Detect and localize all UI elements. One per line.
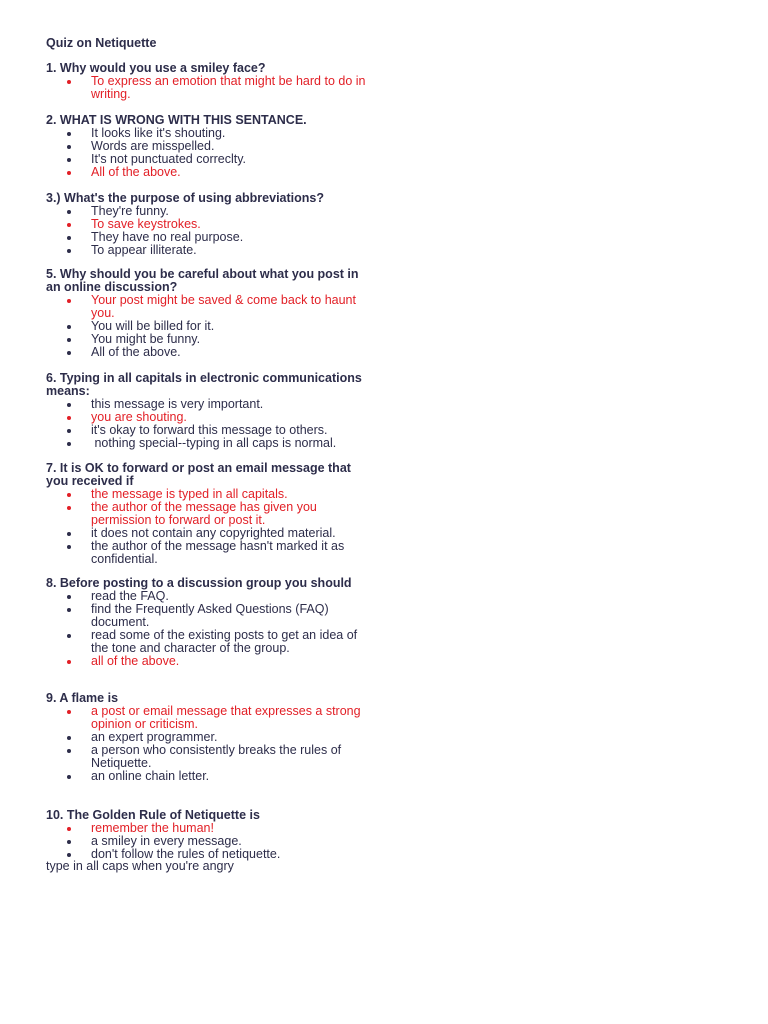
option-text: Words are misspelled.	[91, 139, 215, 153]
bullet-icon	[67, 236, 71, 240]
bullet-icon	[67, 634, 71, 638]
bullet-icon	[67, 545, 71, 549]
option-text: all of the above.	[91, 654, 180, 668]
question-text: 2. WHAT IS WRONG WITH THIS SENTANCE.	[46, 113, 307, 127]
question-text: 5. Why should you be careful about what you post in an online discussion?	[46, 267, 359, 294]
option-text: You will be billed for it.	[91, 319, 215, 333]
option-text: To express an emotion that might be hard to do in writing.	[91, 74, 366, 101]
bullet-icon	[67, 749, 71, 753]
bullet-icon	[67, 429, 71, 433]
options-list	[46, 75, 376, 101]
option-text: They're funny.	[91, 204, 169, 218]
bullet-icon	[67, 608, 71, 612]
question-text: 8. Before posting to a discussion group you should	[46, 576, 352, 590]
question-2	[46, 114, 376, 179]
option-text: it does not contain any copyrighted material.	[91, 526, 336, 540]
option-text: You might be funny.	[91, 332, 201, 346]
bullet-icon	[67, 132, 71, 136]
option-text: All of the above.	[91, 345, 181, 359]
bullet-icon	[67, 827, 71, 831]
option-text: They have no real purpose.	[91, 230, 244, 244]
option-text: a person who consistently breaks the rules of Netiquette.	[91, 743, 342, 770]
bullet-icon	[67, 710, 71, 714]
options-list	[46, 205, 376, 257]
options-list	[46, 705, 376, 783]
options-list	[46, 398, 376, 450]
option-text: the author of the message hasn't marked it as confidential.	[91, 539, 345, 566]
option-text: you are shouting.	[91, 410, 187, 424]
option-text: It looks like it's shouting.	[91, 126, 226, 140]
question-7	[46, 462, 376, 566]
question-8	[46, 577, 376, 668]
question-text: 7. It is OK to forward or post an email message that you received if	[46, 461, 351, 488]
bullet-icon	[67, 403, 71, 407]
options-list	[46, 488, 376, 566]
question-6	[46, 372, 376, 450]
option-item	[46, 437, 371, 450]
option-text: it's okay to forward this message to others.	[91, 423, 328, 437]
option-text: To appear illiterate.	[91, 243, 197, 257]
question-10	[46, 809, 376, 861]
option-item	[46, 603, 371, 629]
options-list	[46, 294, 376, 359]
option-text: this message is very important.	[91, 397, 264, 411]
option-item	[46, 501, 371, 527]
option-text: a smiley in every message.	[91, 834, 242, 848]
bullet-icon	[67, 532, 71, 536]
option-text: an expert programmer.	[91, 730, 218, 744]
option-item	[46, 770, 371, 783]
bullet-icon	[67, 493, 71, 497]
option-item	[46, 540, 371, 566]
option-text: It's not punctuated correclty.	[91, 152, 247, 166]
option-item	[46, 705, 371, 731]
option-item	[46, 744, 371, 770]
option-text: remember the human!	[91, 821, 214, 835]
bullet-icon	[67, 775, 71, 779]
option-text: nothing special--typing in all caps is normal.	[91, 436, 337, 450]
question-5	[46, 268, 376, 359]
option-text: To save keystrokes.	[91, 217, 201, 231]
option-item	[46, 655, 371, 668]
bullet-icon	[67, 840, 71, 844]
question-text: 10. The Golden Rule of Netiquette is	[46, 808, 260, 822]
option-text: All of the above.	[91, 165, 181, 179]
question-text: 6. Typing in all capitals in electronic communications means:	[46, 371, 362, 398]
bullet-icon	[67, 80, 71, 84]
option-item	[46, 629, 371, 655]
option-text: read the FAQ.	[91, 589, 169, 603]
question-text: 3.) What's the purpose of using abbreviations?	[46, 191, 324, 205]
option-text: a post or email message that expresses a strong opinion or criticism.	[91, 704, 361, 731]
bullet-icon	[67, 853, 71, 857]
question-3	[46, 192, 376, 257]
bullet-icon	[67, 442, 71, 446]
bullet-icon	[67, 506, 71, 510]
option-item	[46, 244, 371, 257]
option-text: don't follow the rules of netiquette.	[91, 847, 281, 861]
options-list	[46, 822, 376, 861]
option-text: Your post might be saved & come back to haunt you.	[91, 293, 356, 320]
question-9	[46, 692, 376, 783]
question-text: 1. Why would you use a smiley face?	[46, 61, 266, 75]
bullet-icon	[67, 351, 71, 355]
bullet-icon	[67, 416, 71, 420]
options-list	[46, 127, 376, 179]
trailing-text: type in all caps when you're angry	[46, 859, 234, 873]
options-list	[46, 590, 376, 668]
question-1	[46, 62, 376, 101]
option-text: the author of the message has given you permission to forward or post it.	[91, 500, 317, 527]
option-text: read some of the existing posts to get an idea of the tone and character of the group.	[91, 628, 358, 655]
option-item	[46, 294, 371, 320]
bullet-icon	[67, 145, 71, 149]
bullet-icon	[67, 158, 71, 162]
document-title: Quiz on Netiquette	[46, 36, 157, 50]
option-item	[46, 166, 371, 179]
bullet-icon	[67, 736, 71, 740]
bullet-icon	[67, 660, 71, 664]
option-text: find the Frequently Asked Questions (FAQ) document.	[91, 602, 329, 629]
bullet-icon	[67, 595, 71, 599]
option-item	[46, 75, 371, 101]
bullet-icon	[67, 249, 71, 253]
option-text: an online chain letter.	[91, 769, 210, 783]
option-text: the message is typed in all capitals.	[91, 487, 288, 501]
option-item	[46, 346, 371, 359]
bullet-icon	[67, 223, 71, 227]
bullet-icon	[67, 338, 71, 342]
bullet-icon	[67, 171, 71, 175]
bullet-icon	[67, 325, 71, 329]
bullet-icon	[67, 299, 71, 303]
question-text: 9. A flame is	[46, 691, 119, 705]
bullet-icon	[67, 210, 71, 214]
